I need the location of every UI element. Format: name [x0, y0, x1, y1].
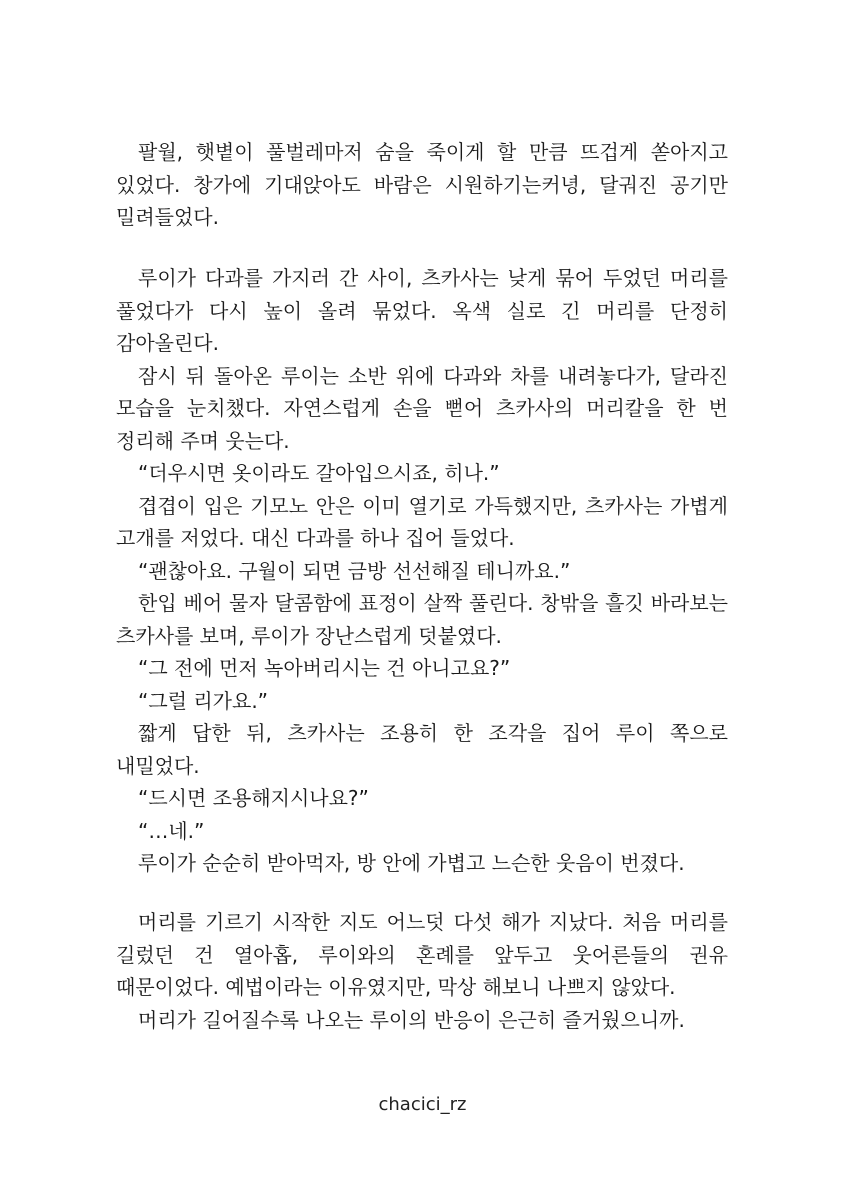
paragraph: 겹겹이 입은 기모노 안은 이미 열기로 가득했지만, 츠카사는 가볍게 고개를 저었다. 대신 다과를 하나 집어 들었다.	[116, 493, 728, 550]
paragraph-group-3	[116, 906, 728, 1036]
dialogue-line: “그 전에 먼저 녹아버리시는 건 아니고요?”	[138, 656, 511, 680]
author-signature: chacici_rz	[378, 1094, 467, 1115]
dialogue-line: “그럴 리가요.”	[138, 688, 269, 713]
paragraph: 머리를 기르기 시작한 지도 어느덧 다섯 해가 지났다. 처음 머리를 길렀던 건 열아홉, 루이와의 혼례를 앞두고 웃어른들의 권유 때문이었다. 예법이라는 이유였지만, 막상 해보니 나쁘지 않았다.	[116, 910, 728, 999]
paragraph: 짧게 답한 뒤, 츠카사는 조용히 한 조각을 집어 루이 쪽으로 내밀었다.	[116, 721, 728, 778]
dialogue-line: “드시면 조용해지시나요?”	[138, 786, 369, 810]
paragraph-group-2	[116, 262, 728, 880]
dialogue-line: “괜찮아요. 구월이 되면 금방 선선해질 테니까요.”	[138, 558, 571, 583]
dialogue-line: “…네.”	[138, 818, 205, 843]
paragraph: 루이가 다과를 가지러 간 사이, 츠카사는 낮게 묶어 두었던 머리를 풀었다가 다시 높이 올려 묶었다. 옥색 실로 긴 머리를 단정히 감아올린다.	[116, 266, 728, 355]
paragraph: 한입 베어 물자 달콤함에 표정이 살짝 풀린다. 창밖을 흘깃 바라보는 츠카사를 보며, 루이가 장난스럽게 덧붙였다.	[116, 591, 728, 648]
paragraph-group-1	[116, 136, 728, 234]
paragraph: 잠시 뒤 돌아온 루이는 소반 위에 다과와 차를 내려놓다가, 달라진 모습을 눈치챘다. 자연스럽게 손을 뻗어 츠카사의 머리칼을 한 번 정리해 주며 웃는다.	[116, 363, 728, 453]
dialogue-line: “더우시면 옷이라도 갈아입으시죠, 히나.”	[138, 461, 500, 485]
paragraph: 머리가 길어질수록 나오는 루이의 반응이 은근히 즐거웠으니까.	[138, 1007, 685, 1032]
paragraph: 팔월, 햇볕이 풀벌레마저 숨을 죽이게 할 만큼 뜨겁게 쏟아지고 있었다. 창가에 기대앉아도 바람은 시원하기는커녕, 달궈진 공기만 밀려들었다.	[116, 140, 728, 229]
paragraph: 루이가 순순히 받아먹자, 방 안에 가볍고 느슨한 웃음이 번졌다.	[138, 851, 685, 875]
